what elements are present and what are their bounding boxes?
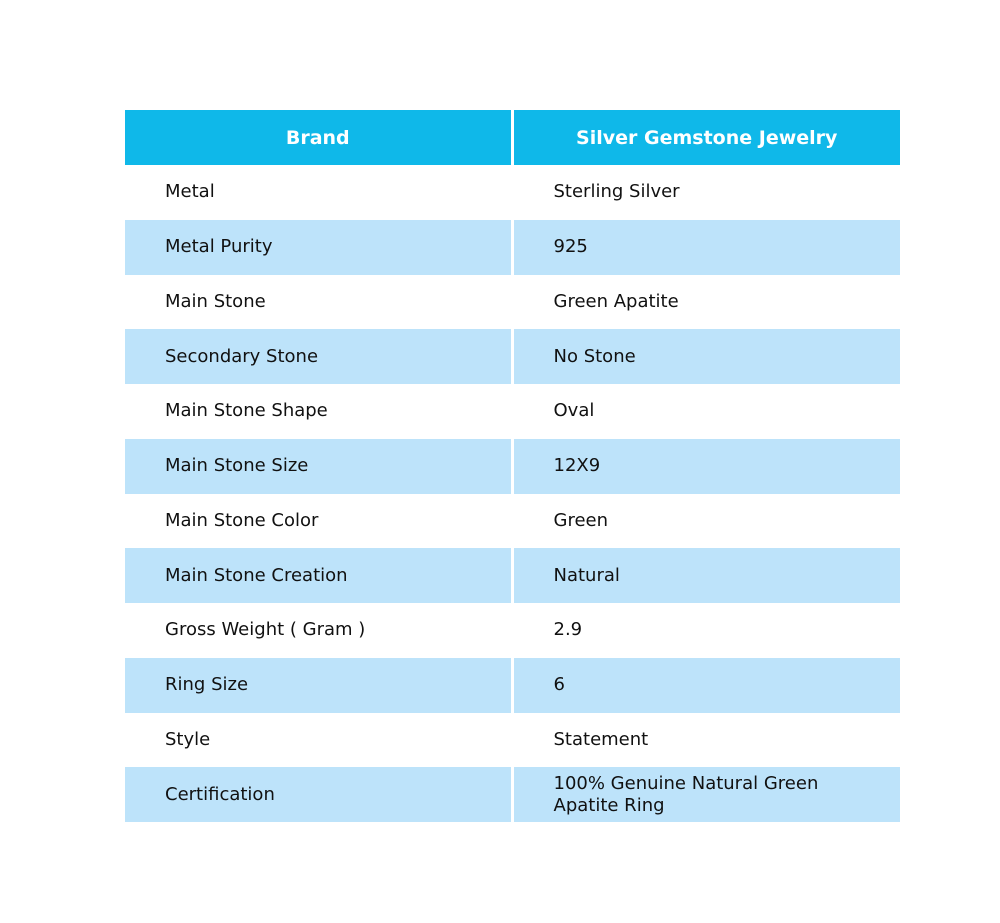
product-spec-container — [125, 110, 900, 822]
header-brand-label: Brand — [125, 110, 512, 165]
table-row — [125, 548, 900, 603]
spec-value: Natural — [512, 548, 900, 603]
spec-label: Main Stone Shape — [125, 384, 512, 439]
spec-label: Main Stone — [125, 275, 512, 330]
spec-value: 2.9 — [512, 603, 900, 658]
spec-label: Main Stone Creation — [125, 548, 512, 603]
spec-value: Oval — [512, 384, 900, 439]
spec-label: Main Stone Size — [125, 439, 512, 494]
spec-label: Gross Weight ( Gram ) — [125, 603, 512, 658]
spec-label: Style — [125, 713, 512, 768]
spec-label: Main Stone Color — [125, 494, 512, 549]
spec-label: Secondary Stone — [125, 329, 512, 384]
spec-value: Sterling Silver — [512, 165, 900, 220]
table-row — [125, 713, 900, 768]
spec-value: No Stone — [512, 329, 900, 384]
table-row — [125, 275, 900, 330]
table-row — [125, 165, 900, 220]
table-row — [125, 439, 900, 494]
spec-value: 100% Genuine Natural Green Apatite Ring — [512, 767, 900, 822]
spec-value: Green Apatite — [512, 275, 900, 330]
table-row — [125, 329, 900, 384]
header-brand-value: Silver Gemstone Jewelry — [512, 110, 900, 165]
table-row — [125, 220, 900, 275]
product-spec-table — [125, 110, 900, 822]
spec-label: Metal — [125, 165, 512, 220]
spec-label: Metal Purity — [125, 220, 512, 275]
table-row — [125, 767, 900, 822]
spec-value: 925 — [512, 220, 900, 275]
spec-label: Ring Size — [125, 658, 512, 713]
spec-value: 6 — [512, 658, 900, 713]
spec-label: Certification — [125, 767, 512, 822]
table-row — [125, 603, 900, 658]
spec-value: Statement — [512, 713, 900, 768]
spec-value: 12X9 — [512, 439, 900, 494]
table-row — [125, 384, 900, 439]
spec-value: Green — [512, 494, 900, 549]
table-row — [125, 658, 900, 713]
table-row — [125, 494, 900, 549]
table-header-row — [125, 110, 900, 165]
